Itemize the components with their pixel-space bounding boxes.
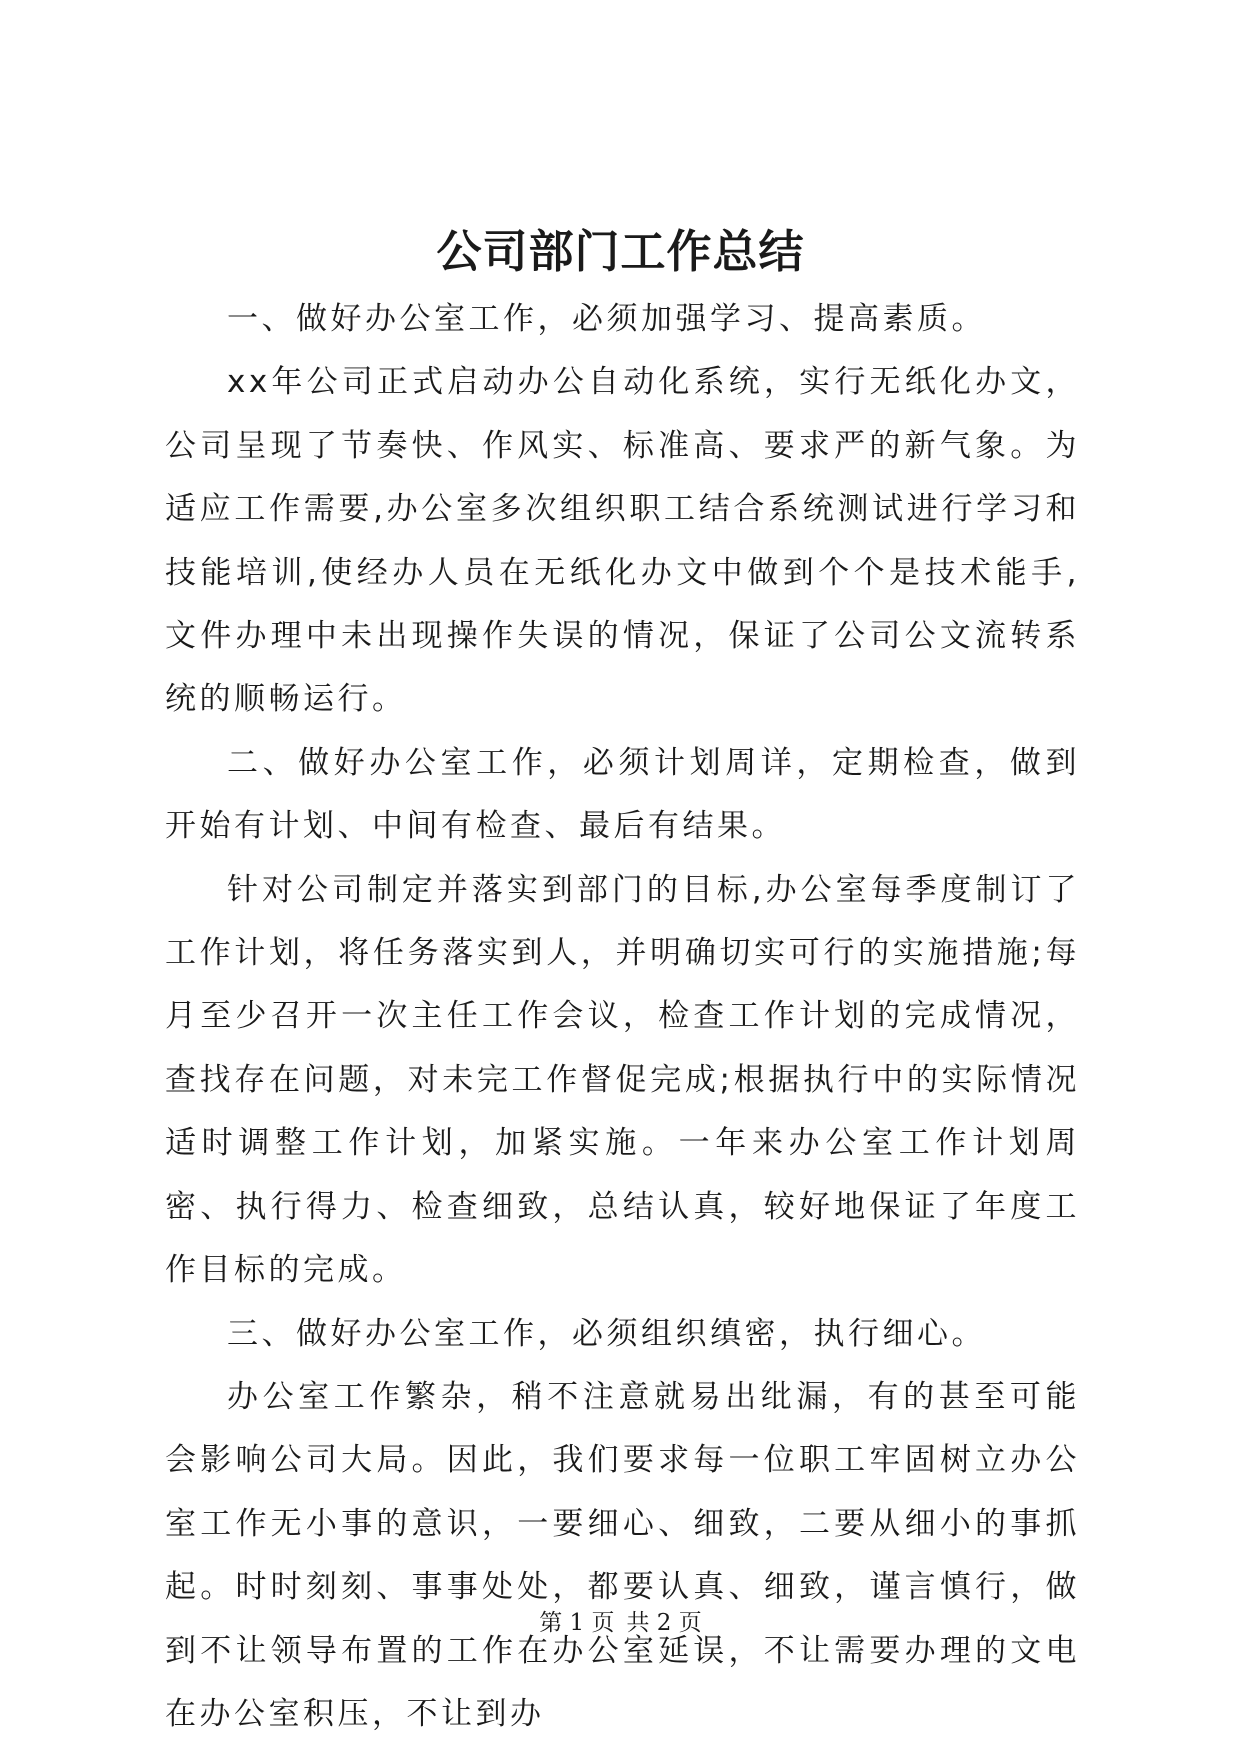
paragraph-2: 针对公司制定并落实到部门的目标,办公室每季度制订了工作计划，将任务落实到人，并明确切实可行的实施措施;每月至少召开一次主任工作会议，检查工作计划的完成情况，查找存在问题，对未完工作督促完成;根据执行中的实际情况适时调整工作计划，加紧实施。一年来办公室工作计划周密、执行得力、检查细致，总结认真，较好地保证了年度工作目标的完成。 bbox=[165, 871, 1080, 1289]
paragraph-1: xx年公司正式启动办公自动化系统，实行无纸化办文，公司呈现了节奏快、作风实、标准高、要求严的新气象。为适应工作需要,办公室多次组织职工结合系统测试进行学习和技能培训,使经办人员在无纸化办文中做到个个是技术能手,文件办理中未出现操作失误的情况，保证了公司公文流转系统的顺畅运行。 bbox=[165, 364, 1080, 718]
paragraph-heading-2: 二、做好办公室工作，必须计划周详，定期检查，做到开始有计划、中间有检查、最后有结果。 bbox=[165, 744, 1080, 845]
page-total: 共 2 页 bbox=[626, 1610, 702, 1636]
paragraph-3: 办公室工作繁杂，稍不注意就易出纰漏，有的甚至可能会影响公司大局。因此，我们要求每一位职工牢固树立办公室工作无小事的意识，一要细心、细致，二要从细小的事抓起。时时刻刻、事事处处，都要认真、细致，谨言慎行，做到不让领导布置的工作在办公室延误，不让需要办理的文电在办公室积压，不让到办 bbox=[165, 1378, 1080, 1732]
page-number: 第 1 页 bbox=[539, 1610, 615, 1636]
document-body bbox=[165, 288, 1080, 1746]
paragraph-heading-1: 一、做好办公室工作，必须加强学习、提高素质。 bbox=[227, 301, 986, 337]
page-footer bbox=[0, 1608, 1241, 1638]
document-title: 公司部门工作总结 bbox=[436, 225, 805, 278]
paragraph-heading-3: 三、做好办公室工作，必须组织缜密，执行细心。 bbox=[227, 1315, 986, 1352]
